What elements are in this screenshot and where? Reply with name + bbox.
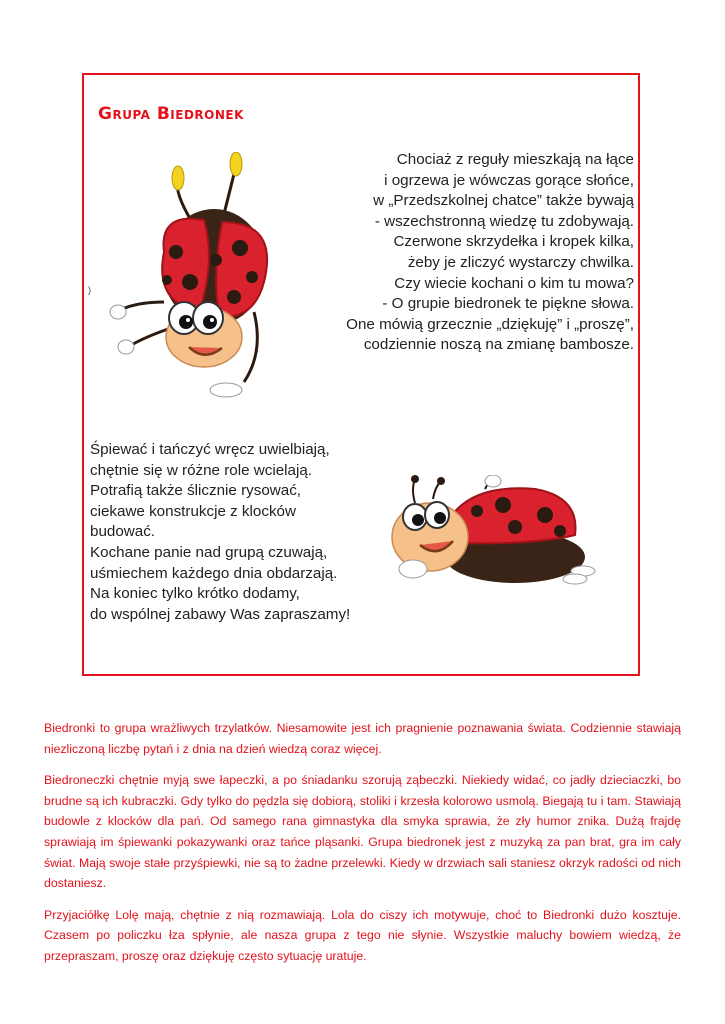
ladybug-lying-illustration — [385, 475, 600, 593]
poem-line: Potrafią także ślicznie rysować, — [90, 482, 302, 500]
stray-mark: ) — [88, 285, 91, 295]
paragraph: Przyjaciółkę Lolę mają, chętnie z nią rozmawiają. Lola do ciszy ich motywuje, choć to Biedronki dużo kosztuje. Czasem po policzku łza spłynie, ale nasza grupa z tego nie słynie. Wszystkie maluchy bowiem wiedzą, że przepraszam, proszę oraz dziękuję często sytuację uratuje. — [44, 907, 681, 963]
poem-line: budować. — [90, 523, 156, 541]
poem-line: Czerwone skrzydełka i kropek kilka, — [393, 233, 634, 251]
poem-line: w „Przedszkolnej chatce” także bywają — [373, 192, 634, 210]
poem-line: Śpiewać i tańczyć wręcz uwielbiają, — [90, 441, 330, 458]
description-text — [44, 718, 681, 978]
poem-line: One mówią grzecznie „dziękuję” i „proszę”, — [346, 315, 634, 333]
poem-line: Na koniec tylko krótko dodamy, — [90, 585, 300, 603]
poem-line: chętnie się w różne role wcielają. — [90, 461, 313, 479]
paragraph: Biedronki to grupa wrażliwych trzylatków. Niesamowite jest ich pragnienie poznawania świata. Codziennie stawiają niezliczoną liczbę pytań i z dnia na dzień wiedzą coraz więcej. — [44, 721, 681, 756]
poem-line: do wspólnej zabawy Was zapraszamy! — [90, 605, 351, 623]
paragraph: Biedroneczki chętnie myją swe łapeczki, a po śniadanku szorują ząbeczki. Niekiedy widać, co jadły dzieciaczki, bo brudne są ich kubraczki. Gdy tylko do pędzla się dobiorą, stoliki i krzesła kolorowo usmolą. Biegają tu i tam. Stawiają budowle z klocków dla pań. Od samego rana gimnastyka dla smyka sprawia, że zły humor znika. Dużą frajdę sprawiają im śpiewanki pokazywanki oraz tańce pląsanki. Grupa biedronek jest z muzyką za pan brat, gra im cały świat. Mają swoje stałe przyśpiewki, nie są to żadne przelewki. Kiedy w drzwiach sali staniesz okrzyk radości od nich dostaniesz. — [44, 773, 681, 891]
ladybug-handstand-illustration — [104, 152, 284, 402]
poem-line: Czy wiecie kochani o kim tu mowa? — [394, 274, 634, 292]
page-title: Grupa Biedronek — [98, 104, 244, 124]
poem-line: żeby je zliczyć wystarczy chwilka. — [407, 253, 634, 271]
poem-line: ciekawe konstrukcje z klocków — [90, 502, 296, 520]
poem-line: codziennie noszą na zmianę bambosze. — [363, 336, 634, 354]
poem-line: Kochane panie nad grupą czuwają, — [90, 543, 328, 561]
poem-line: i ogrzewa je wówczas gorące słońce, — [384, 171, 634, 189]
poem-line: - O grupie biedronek te piękne słowa. — [382, 295, 634, 313]
poem-line: uśmiechem każdego dnia obdarzają. — [90, 564, 338, 582]
poem-top — [304, 150, 634, 356]
poem-line: - wszechstronną wiedzę tu zdobywają. — [374, 212, 634, 230]
poem-bottom — [90, 440, 370, 625]
poem-line: Chociaż z reguły mieszkają na łące — [396, 151, 634, 168]
